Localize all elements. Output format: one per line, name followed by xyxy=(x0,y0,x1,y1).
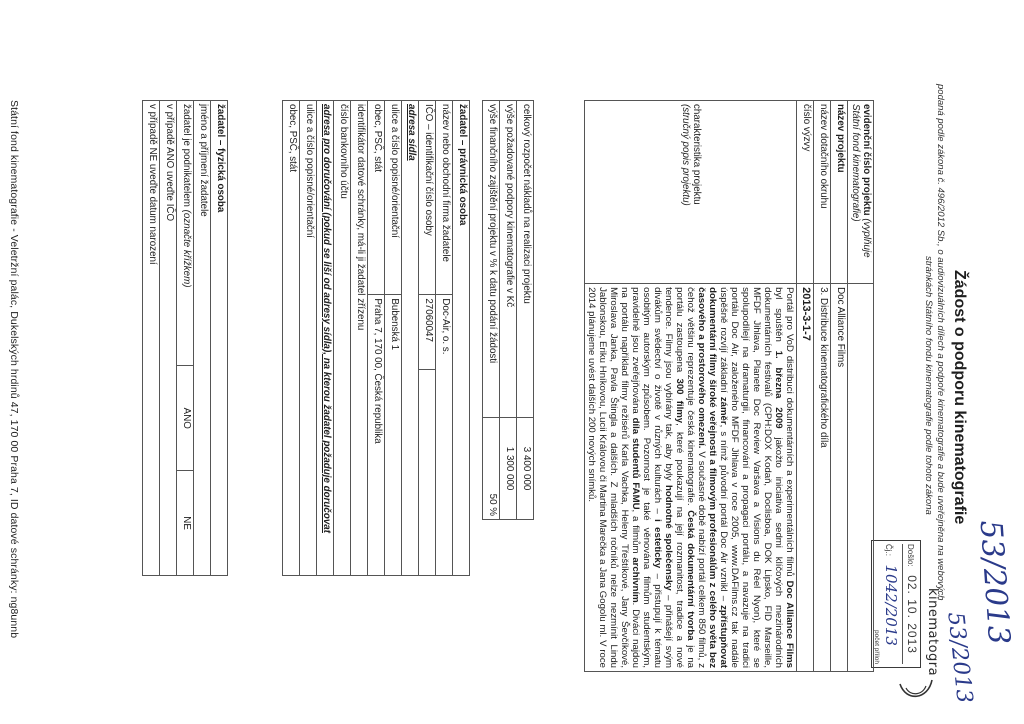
description-run: je na portálu zastoupena xyxy=(674,287,697,668)
table-row xyxy=(483,101,500,520)
street-value[interactable]: Bubenská 1 xyxy=(385,295,402,576)
description-run: archivním xyxy=(630,557,642,603)
table-row xyxy=(317,101,334,576)
project-name-label: název projektu xyxy=(831,101,848,284)
project-name-value[interactable]: Doc Alliance Films xyxy=(831,284,848,672)
delivery-header: adresa pro doručování (pokud se liší od adresy sídla), na kterou žadatel požaduje doručovat xyxy=(317,101,334,576)
document-subtitle-2: stránkách Státního fondu kinematografie podle tohoto zákona xyxy=(923,256,934,515)
call-value[interactable]: 2013-3-1-7 xyxy=(797,284,814,672)
table-row xyxy=(368,101,385,576)
description-run: hodnotné společensky xyxy=(663,485,675,591)
fund-logo-icon xyxy=(896,676,936,706)
table-row xyxy=(300,101,317,576)
delivery-city-label: obec, PSČ, stát xyxy=(283,101,300,576)
description-run: 1. března 2009 xyxy=(773,350,785,429)
description-note: (stručný popis projektu) xyxy=(679,104,691,206)
description-run: – přistupují k tématu osobitým autorským způsobem. Pozornost je také věnována filmům studentským, pravidelně jsou zveřejňována xyxy=(630,287,664,668)
document-footer: Státní fond kinematografie - Veletržní palác, Dukelských hrdinů 47, 170 00 Praha 7, ID datové schránky: ng8unnb xyxy=(8,100,20,639)
stamp-reference-value: 1042/2013 xyxy=(882,564,900,646)
financing-share-label: výše finančního zajištění projektu v % k datu podání žádosti xyxy=(483,101,500,418)
table-row xyxy=(283,101,300,576)
description-run: Doc Alliance Films xyxy=(784,580,796,669)
description-run: . Diváci najdou na portálu například filmy režisérů Karla Vachka, Heleny Třeštíkové, Jany Ševčíkové, Miroslava Janka, Pavla Štingla a dalších. Z mladších ročníků nelze nezmínit Lindu Jablonskou, Eriku Hníkovou, Lucii Královou či Martina Marečka a Jana Gogolu ml. V roce 2014 plánujeme uvést dalších 200 nových snímků. xyxy=(585,287,642,668)
stamp-received-date: 02. 10. 2013 xyxy=(905,575,919,654)
table-row xyxy=(500,101,517,520)
table-row xyxy=(385,101,402,576)
city-label: obec, PSČ, stát xyxy=(368,101,385,295)
table-row xyxy=(143,101,160,576)
description-run: V současné době nabízí portál celkem 850 filmů, z čehož většinu reprezentuje česká kinematografie. xyxy=(685,287,708,668)
description-run: , a filmům xyxy=(630,509,642,558)
no-option[interactable]: NE xyxy=(177,471,194,576)
ico-label: IČO – identifikační číslo osoby xyxy=(419,101,436,295)
city-value[interactable]: Praha 7, 170 00, Česká republika xyxy=(368,295,385,576)
company-value[interactable]: Doc-Air, o. s. xyxy=(436,295,453,576)
financing-share-value[interactable]: 50 % xyxy=(483,418,500,520)
handwritten-reference-1: 53/2013 xyxy=(972,518,1017,646)
description-run: i esteticky xyxy=(652,519,664,569)
entrepreneur-label: žadatel je podnikatelem xyxy=(181,104,192,207)
total-budget-label: celkový rozpočet nákladů na realizaci projektu xyxy=(517,101,534,418)
table-row xyxy=(211,101,228,576)
table-row xyxy=(160,101,177,576)
document-subtitle-1: podaná podle zákona č. 496/2012 Sb., o audiovizuálních dílech a podpoře kinematografie a bude uveřejněna na webových xyxy=(935,84,946,601)
requested-support-value[interactable]: 1 300 000 xyxy=(500,418,517,520)
description-run: Portál pro VoD distribuci dokumentárních a experimentálních filmů xyxy=(784,287,796,581)
table-row xyxy=(453,101,470,576)
entrepreneur-note: (označte křížkem) xyxy=(181,209,192,288)
project-description[interactable] xyxy=(584,284,797,672)
description-run: , které poukazují na její rozmanitost, tradice a nové tendence. Filmy jsou vybírány tak, aby byly xyxy=(663,287,686,668)
company-label: název nebo obchodní firma žadatele xyxy=(436,101,453,295)
table-row xyxy=(177,101,194,576)
stamp-reference-label: Čj.: xyxy=(884,544,893,556)
table-row xyxy=(797,101,814,672)
table-row xyxy=(402,101,419,576)
table-row xyxy=(831,101,848,672)
budget-table xyxy=(482,100,534,520)
description-run: Česká dokumentární tvorba xyxy=(685,510,697,641)
birthdate-if-no-label: v případě NE uveďte datum narození xyxy=(143,101,160,576)
databox-label: identifikátor datové schránky, má-li ji žadatel zřízenu xyxy=(351,101,368,576)
description-run: zpřístupňovat dokumentární filmy široké veřejnosti a filmovým profesionálům z celého světa bez časového a prostorového omezení. xyxy=(696,287,730,668)
stamp-received-label: Došlo: xyxy=(906,544,915,567)
description-run: , s nímž původní portál Doc Air vznikl – xyxy=(718,424,730,606)
stamp-attachments-label: počet příloh xyxy=(873,630,880,664)
table-row xyxy=(334,101,351,576)
program-value[interactable]: 3. Distribuce kinematografického díla xyxy=(814,284,831,672)
natural-person-header: žadatel – fyzická osoba xyxy=(211,101,228,576)
street-label: ulice a číslo popisné/orientační xyxy=(385,101,402,295)
description-run: jakožto iniciativa sedmi klíčových mezinárodních dokumentárních festivalů (CPH:DOX Kodaň, Doclisboa, DOK Lipsko, FID Marseille, MFDF Jihlava, Planete Doc Review Varšava a Visions du Réel Nyon), které se spolupodílejí na dramaturgii, financování a propagaci portálu, a navazuje na tradici portálu Doc Air, založeného MFDF Jihlava v roce 2005, www.DAFilms.cz tak nadále úspěšně rozvíjí základní xyxy=(718,287,785,668)
table-row xyxy=(517,101,534,520)
ico-if-yes-label: v případě ANO uveďte IČO xyxy=(160,101,177,576)
description-run: díla studentů FAMU xyxy=(630,417,642,510)
handwritten-reference-2: 53/2013 xyxy=(942,610,977,705)
natural-person-table xyxy=(142,100,228,576)
call-label: číslo výzvy xyxy=(797,101,814,284)
project-table xyxy=(584,100,874,672)
table-row xyxy=(848,101,874,672)
program-label: název dotačního okruhu xyxy=(814,101,831,284)
seat-header: adresa sídla xyxy=(402,101,419,576)
table-row xyxy=(436,101,453,576)
table-row xyxy=(584,101,797,672)
yes-option[interactable]: ANO xyxy=(177,366,194,471)
document-title: Žádost o podporu kinematografie xyxy=(951,270,968,525)
table-row xyxy=(814,101,831,672)
delivery-street-label: ulice a číslo popisné/orientační xyxy=(300,101,317,576)
total-budget-value[interactable]: 3 400 000 xyxy=(517,418,534,520)
table-row xyxy=(194,101,211,576)
evidence-label: evidenční číslo projektu xyxy=(861,104,872,216)
registry-stamp xyxy=(871,540,921,668)
legal-entity-table xyxy=(282,100,470,576)
description-label: charakteristika projektu xyxy=(690,104,702,205)
bank-account-label: číslo bankovního účtu xyxy=(334,101,351,576)
description-run: 300 filmy xyxy=(674,378,686,424)
ico-value[interactable]: 27060047 xyxy=(419,295,436,370)
table-row xyxy=(419,101,436,576)
table-row xyxy=(351,101,368,576)
description-run: záměr xyxy=(718,396,730,425)
applicant-name-label: jméno a příjmení žadatele xyxy=(194,101,211,576)
evidence-value[interactable] xyxy=(848,284,874,672)
fund-logo-text: kinematogra xyxy=(925,588,940,677)
requested-support-label: výše požadované podpory kinematografie v Kč xyxy=(500,101,517,418)
description-run: byl spuštěn xyxy=(773,287,785,351)
description-run: – přinášejí svým divákům svědectví o životě v různých kulturách – xyxy=(652,287,675,668)
legal-entity-header: žadatel – právnická osoba xyxy=(453,101,470,576)
evidence-note: (vyplňuje Státní fond kinematografie) xyxy=(849,104,872,258)
